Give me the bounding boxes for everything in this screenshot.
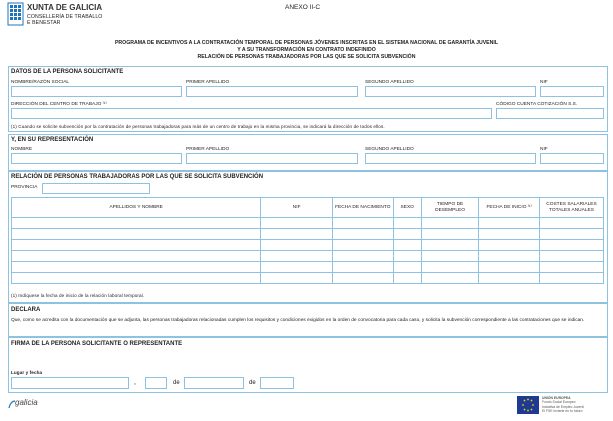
day-field[interactable]: [145, 377, 167, 389]
annex-label: ANEXO II-C: [285, 4, 321, 11]
logo-title: XUNTA DE GALICIA: [27, 3, 103, 12]
table-cell[interactable]: [393, 229, 421, 240]
table-cell[interactable]: [12, 262, 261, 273]
representacion-heading: Y, EN SU REPRESENTACIÓN: [11, 137, 94, 143]
table-cell[interactable]: [421, 273, 478, 284]
provincia-field[interactable]: [42, 183, 150, 194]
codigo-cuenta-label: CÓDIGO CUENTA COTIZACIÓN S.S.: [496, 102, 578, 107]
logo-consejeria-2: E BENESTAR: [27, 20, 61, 26]
col-nif: NIF: [261, 198, 333, 218]
solicitante-note: (1) Cuando se solicite subvención por la contratación de personas trabajadoras para más de un centro de trabajo en la misma provincia, se indicará la dirección de todos ellos.: [11, 124, 385, 129]
table-cell[interactable]: [332, 229, 393, 240]
eu-line-3: Iniciativa de Empleo Juvenil: [542, 404, 584, 409]
table-cell[interactable]: [12, 229, 261, 240]
table-row: [12, 218, 604, 229]
month-field[interactable]: [184, 377, 244, 389]
eu-line-2: Fondo Social Europeo: [542, 400, 576, 405]
primer-apellido-field[interactable]: [186, 86, 358, 97]
table-row: [12, 262, 604, 273]
direccion-field[interactable]: [11, 108, 492, 119]
declara-text: Que, como se acredita con la documentación que se adjunta, las personas trabajadoras relacionadas cumplen los requisitos y condiciones exigidos en la orden de convocatoria para cada caso, y solicita la subvención correspondiente a las contrataciones que se indican.: [11, 318, 585, 323]
table-cell[interactable]: [261, 229, 333, 240]
table-cell[interactable]: [393, 273, 421, 284]
table-cell[interactable]: [261, 218, 333, 229]
table-cell[interactable]: [12, 251, 261, 262]
table-cell[interactable]: [479, 251, 540, 262]
table-row: [12, 229, 604, 240]
table-cell[interactable]: [421, 229, 478, 240]
col-sexo: SEXO: [393, 198, 421, 218]
solicitante-section: [8, 66, 608, 132]
table-cell[interactable]: [261, 251, 333, 262]
col-costes: COSTES SALARIALES TOTALES ANUALES: [539, 198, 603, 218]
table-cell[interactable]: [332, 240, 393, 251]
table-cell[interactable]: [421, 240, 478, 251]
col-apellidos: APELLIDOS Y NOMBRE: [12, 198, 261, 218]
table-cell[interactable]: [261, 240, 333, 251]
table-cell[interactable]: [539, 273, 603, 284]
relacion-heading: RELACIÓN DE PERSONAS TRABAJADORAS POR LAS QUE SE SOLICITA SUBVENCIÓN: [11, 174, 264, 180]
nif-label: NIF: [540, 80, 548, 85]
table-cell[interactable]: [332, 262, 393, 273]
codigo-cuenta-field[interactable]: [496, 108, 604, 119]
page-title: [0, 40, 613, 61]
table-cell[interactable]: [479, 240, 540, 251]
table-cell[interactable]: [332, 251, 393, 262]
rep-segundo-apellido-label: SEGUNDO APELLIDO: [365, 147, 414, 152]
table-cell[interactable]: [421, 251, 478, 262]
eu-text: [542, 396, 584, 413]
table-cell[interactable]: [539, 218, 603, 229]
table-cell[interactable]: [261, 262, 333, 273]
table-cell[interactable]: [332, 273, 393, 284]
lugar-fecha-label: Lugar y fecha: [11, 370, 43, 375]
rep-primer-apellido-field[interactable]: [186, 153, 358, 164]
table-cell[interactable]: [12, 240, 261, 251]
rep-nif-field[interactable]: [540, 153, 604, 164]
primer-apellido-label: PRIMER APELLIDO: [186, 80, 230, 85]
table-cell[interactable]: [479, 218, 540, 229]
table-cell[interactable]: [393, 240, 421, 251]
eu-line-1: UNIÓN EUROPEA: [542, 396, 571, 400]
rep-nombre-field[interactable]: [11, 153, 182, 164]
title-line-1: PROGRAMA DE INCENTIVOS A LA CONTRATACIÓN TEMPORAL DE PERSONAS JÓVENES INSCRITAS EN EL SISTEMA NACIONAL DE GARANTÍA JUVENIL: [114, 40, 499, 46]
table-cell[interactable]: [393, 262, 421, 273]
table-cell[interactable]: [479, 262, 540, 273]
table-cell[interactable]: [539, 262, 603, 273]
eu-flag-icon: [517, 396, 539, 414]
col-fecha-nacimiento: FECHA DE NACIMIENTO: [332, 198, 393, 218]
table-cell[interactable]: [539, 240, 603, 251]
table-cell[interactable]: [539, 229, 603, 240]
nombre-field[interactable]: [11, 86, 182, 97]
table-cell[interactable]: [421, 218, 478, 229]
table-row: [12, 240, 604, 251]
rep-primer-apellido-label: PRIMER APELLIDO: [186, 147, 230, 152]
table-cell[interactable]: [479, 229, 540, 240]
col-tiempo-desempleo: TIEMPO DE DESEMPLEO: [421, 198, 478, 218]
workers-table: [11, 197, 604, 284]
table-cell[interactable]: [12, 273, 261, 284]
table-cell[interactable]: [393, 251, 421, 262]
direccion-label: DIRECCIÓN DEL CENTRO DE TRABAJO ⁽¹⁾: [11, 102, 107, 107]
provincia-label: PROVINCIA: [11, 185, 38, 190]
solicitante-heading: DATOS DE LA PERSONA SOLICITANTE: [11, 69, 124, 75]
table-cell[interactable]: [479, 273, 540, 284]
title-line-3: RELACIÓN DE PERSONAS TRABAJADORAS POR LAS QUE SE SOLICITA SUBVENCIÓN: [197, 54, 416, 60]
comma-separator: ,: [134, 379, 136, 386]
rep-segundo-apellido-field[interactable]: [365, 153, 536, 164]
rep-nombre-label: NOMBRE: [11, 147, 33, 152]
table-cell[interactable]: [539, 251, 603, 262]
table-cell[interactable]: [261, 273, 333, 284]
col-fecha-inicio: FECHA DE INICIO ⁽¹⁾: [479, 198, 540, 218]
title-line-2: Y A SU TRANSFORMACIÓN EN CONTRATO INDEFINIDO: [237, 47, 376, 53]
table-cell[interactable]: [332, 218, 393, 229]
table-row: [12, 251, 604, 262]
eu-line-4: El FSE invierte en tu futuro: [542, 408, 583, 413]
firma-heading: FIRMA DE LA PERSONA SOLICITANTE O REPRESENTANTE: [11, 341, 183, 347]
lugar-field[interactable]: [11, 377, 129, 389]
rep-nif-label: NIF: [540, 147, 548, 152]
table-cell[interactable]: [12, 218, 261, 229]
relacion-note: (1) Indíquese la fecha de inicio de la relación laboral temporal.: [11, 293, 145, 298]
table-row: [12, 273, 604, 284]
nif-field[interactable]: [540, 86, 604, 97]
logo-consejeria: CONSELLERÍA DE TRABALLO: [27, 14, 103, 20]
de-label-1: de: [173, 380, 180, 386]
xunta-logo-icon: [7, 2, 24, 26]
year-field[interactable]: [260, 377, 294, 389]
galicia-brand: galicia: [15, 398, 38, 407]
declara-heading: DECLARA: [11, 307, 41, 313]
nombre-label: NOMBRE/RAZÓN SOCIAL: [11, 80, 70, 85]
table-cell[interactable]: [393, 218, 421, 229]
table-cell[interactable]: [421, 262, 478, 273]
segundo-apellido-field[interactable]: [365, 86, 536, 97]
de-label-2: de: [249, 380, 256, 386]
segundo-apellido-label: SEGUNDO APELLIDO: [365, 80, 414, 85]
